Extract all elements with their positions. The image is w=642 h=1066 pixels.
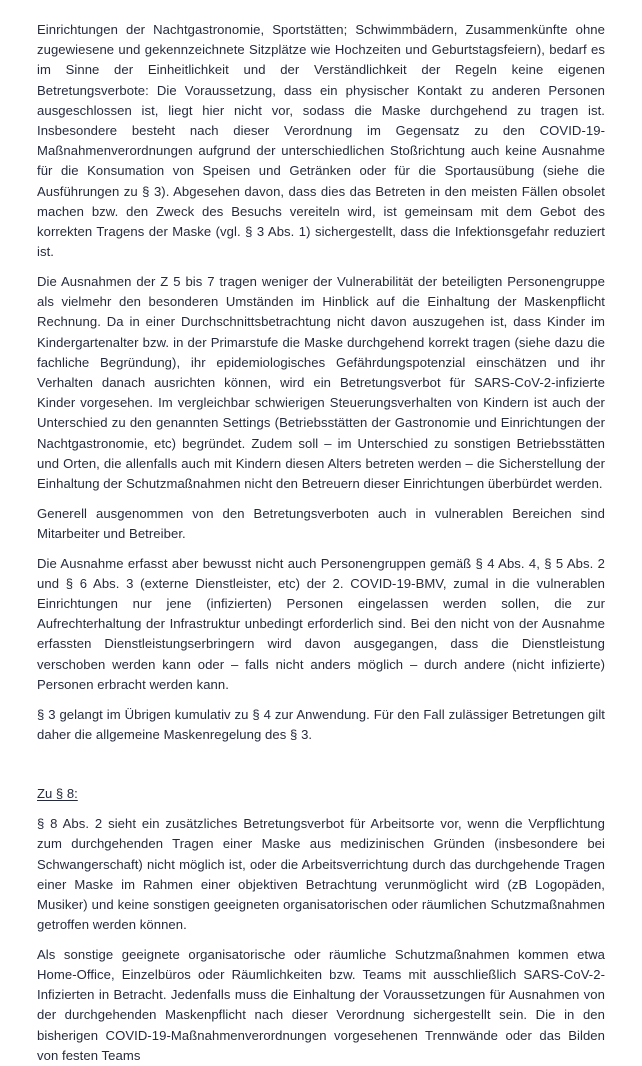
paragraph-par8-abs2: § 8 Abs. 2 sieht ein zusätzliches Betretungsverbot für Arbeitsorte vor, wenn die Verpflichtung zum durchgehenden Tragen einer Maske aus medizinischen Gründen (insbesondere bei Schwangerschaft) nicht möglich ist, oder die Arbeitsverrichtung durch das durchgehende Tragen einer Maske im Rahmen einer objektiven Betrachtung verunmöglicht wird (zB Logopäden, Musiker) und keine sonstigen geeigneten organisatorischen oder räumlichen Schutzmaßnahmen getroffen werden können. [37, 816, 605, 933]
paragraph-ausnahmen-z5-7: Die Ausnahmen der Z 5 bis 7 tragen weniger der Vulnerabilität der beteiligten Personengruppe als vielmehr den besonderen Umständen im Hinblick auf die Einhaltung der Maskenpflicht Rechnung. Da in einer Durchschnittsbetrachtung nicht davon auszugehen ist, dass Kinder im Kindergartenalter bzw. in der Primarstufe die Maske durchgehend korrekt tragen (siehe dazu die fachliche Begründung), ihr epidemiologisches Gefährdungspotenzial einschätzen und ihr Verhalten danach ausrichten können, wird ein Betretungsverbot für SARS-CoV-2-infizierte Kinder vorgesehen. Im vergleichbar schwierigen Steuerungsverhalten von Kindern ist auch der Unterschied zu den genannten Settings (Betriebsstätten der Gastronomie und Einrichtungen der Nachtgastronomie, etc) begründet. Zudem soll – im Unterschied zu sonstigen Betriebsstätten und Orten, die allenfalls auch mit Kindern diesen Alters betreten werden – die Sicherstellung der Einhaltung der Schutzmaßnahmen nicht den Betreuern dieser Einrichtungen überbürdet werden. [37, 273, 605, 491]
paragraph-par3-kumulativ: § 3 gelangt im Übrigen kumulativ zu § 4 zur Anwendung. Für den Fall zulässiger Betretungen gilt daher die allgemeine Maskenregelung des § 3. [37, 706, 605, 742]
section-spacer [37, 754, 605, 784]
heading-zu-paragraph-8-label: Zu § 8: [37, 786, 78, 802]
document-body [37, 20, 605, 1066]
paragraph-sonstige-schutzmassnahmen: Als sonstige geeignete organisatorische oder räumliche Schutzmaßnahmen kommen etwa Home-Office, Einzelbüros oder Räumlichkeiten bzw. Teams mit ausschließlich SARS-CoV-2-Infizierten in Betracht. Jedenfalls muss die Einhaltung der Voraussetzungen für Ausnahmen von der durchgehenden Maskenpflicht nach dieser Verordnung sichergestellt sein. Die in den bisherigen COVID-19-Maßnahmenverordnungen vorgesehenen Trennwände oder das Bilden von festen Teams [37, 946, 605, 1063]
paragraph-ausnahme-personengruppen: Die Ausnahme erfasst aber bewusst nicht auch Personengruppen gemäß § 4 Abs. 4, § 5 Abs. 2 und § 6 Abs. 3 (externe Dienstleister, etc) der 2. COVID-19-BMV, zumal in die vulnerablen Einrichtungen nur jene (infizierten) Personen eingelassen werden sollen, die zur Aufrechterhaltung der Infrastruktur unbedingt erforderlich sind. Bei den nicht von der Ausnahme erfassten Dienstleistungserbringern wird davon ausgegangen, dass die Dienstleistung verschoben werden kann oder – falls nicht anders möglich – durch andere (nicht infizierte) Personen erbracht werden kann. [37, 555, 605, 692]
heading-zu-paragraph-8 [37, 784, 605, 804]
paragraph-generell-ausgenommen: Generell ausgenommen von den Betretungsverboten auch in vulnerablen Bereichen sind Mitarbeiter und Betreiber. [37, 505, 605, 541]
paragraph-nachtgastronomie: Einrichtungen der Nachtgastronomie, Sportstätten; Schwimmbädern, Zusammenkünfte ohne zugewiesene und gekennzeichnete Sitzplätze wie Hochzeiten und Geburtstagsfeiern), bedarf es im Sinne der Einheitlichkeit und der Verständlichkeit der Regeln keine eigenen Betretungsverbote: Die Voraussetzung, dass ein physischer Kontakt zu anderen Personen ausgeschlossen ist, liegt hier nicht vor, sodass die Maske durchgehend zu tragen ist. Insbesondere besteht nach dieser Verordnung im Gegensatz zu den COVID-19-Maßnahmenverordnungen aufgrund der unterschiedlichen Stoßrichtung auch keine Ausnahme für die Konsumation von Speisen und Getränken oder für die Sportausübung (siehe die Ausführungen zu § 3). Abgesehen davon, dass dies das Betreten in den meisten Fällen obsolet machen bzw. den Zweck des Besuchs vereiteln wird, ist gemeinsam mit dem Gebot des korrekten Tragens der Maske (vgl. § 3 Abs. 1) sichergestellt, dass die Infektionsgefahr reduziert ist. [37, 22, 605, 260]
